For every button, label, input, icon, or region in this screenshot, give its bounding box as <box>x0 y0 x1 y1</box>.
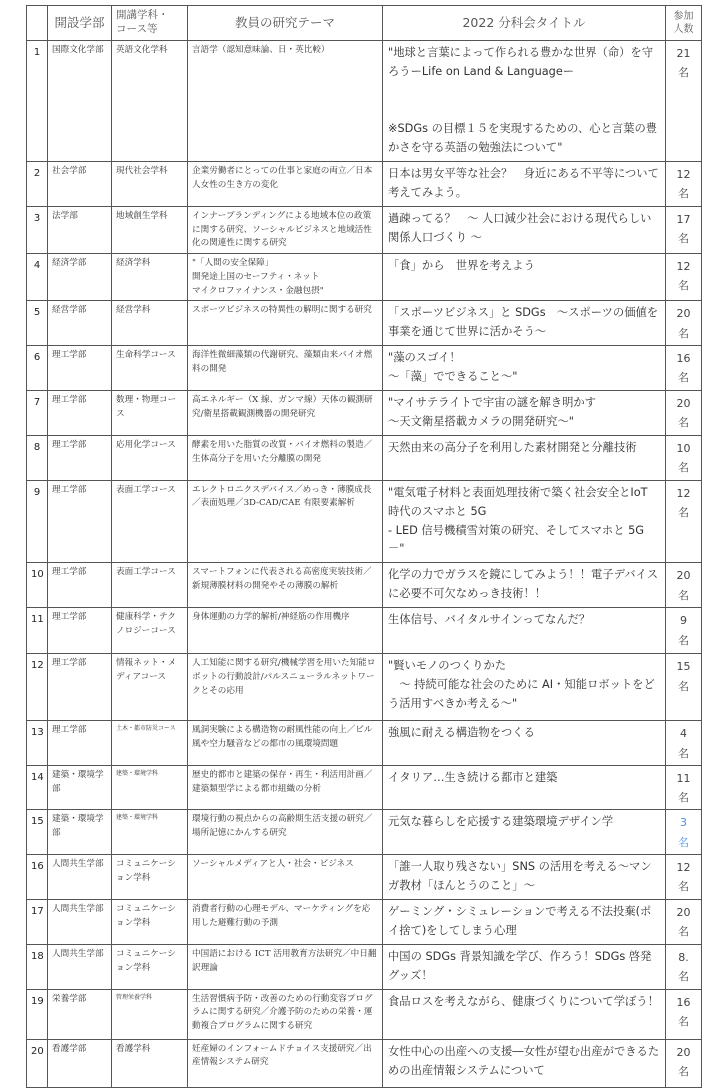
table-row <box>27 206 702 253</box>
participant-count-cell: 20 名 <box>666 899 702 944</box>
row-number: 8 <box>27 436 48 481</box>
participant-count-cell: 16 名 <box>666 346 702 391</box>
department-cell: 土木・都市防災コース <box>112 721 188 766</box>
faculty-cell: 栄養学部 <box>48 989 112 1039</box>
faculty-cell: 社会学部 <box>48 161 112 206</box>
session-title-cell: "賢いモノのつくりかた ～ 持続可能な社会のために AI・知能ロボットをどう活用すべきか考える～" <box>383 654 666 721</box>
table-row <box>27 899 702 944</box>
row-number: 5 <box>27 301 48 346</box>
research-theme-cell: "「人間の安全保障」 開発途上国のセーフティ・ネット マイクロファイナンス・金融包摂" <box>188 254 383 301</box>
row-number: 3 <box>27 206 48 253</box>
research-theme-cell: 身体運動の力学的解析/神経筋の作用機序 <box>188 608 383 654</box>
faculty-cell: 理工学部 <box>48 391 112 436</box>
session-title-cell: 「スポーツビジネス」と SDGs ～スポーツの価値を事業を通じて世界に活かそう～ <box>383 301 666 346</box>
table-row <box>27 346 702 391</box>
research-theme-cell: 消費者行動の心理モデル、マーケティングを応用した避難行動の予測 <box>188 899 383 944</box>
table-row <box>27 765 702 810</box>
research-theme-cell: 海洋性微細藻類の代謝研究、藻類由来バイオ燃料の開発 <box>188 346 383 391</box>
participant-count-cell: 17 名 <box>666 206 702 253</box>
department-cell: 生命科学コース <box>112 346 188 391</box>
department-cell: 応用化学コース <box>112 436 188 481</box>
research-theme-cell: 高エネルギー（X 線、ガンマ線）天体の観測研究/衛星搭載観測機器の開発研究 <box>188 391 383 436</box>
research-theme-cell: 酵素を用いた脂質の改質・バイオ燃料の製造／生体高分子を用いた分離膜の開発 <box>188 436 383 481</box>
research-theme-cell: スマートフォンに代表される高密度実装技術／新規薄膜材料の開発やその薄膜の解析 <box>188 563 383 608</box>
research-theme-cell: 企業労働者にとっての仕事と家庭の両立／日本人女性の生き方の変化 <box>188 161 383 206</box>
session-title-cell: 化学の力でガラスを鏡にしてみよう！！電子デバイスに必要不可欠なめっき技術！！ <box>383 563 666 608</box>
table-row <box>27 41 702 162</box>
faculty-cell: 理工学部 <box>48 608 112 654</box>
participant-count-cell: 16 名 <box>666 989 702 1039</box>
table-row <box>27 810 702 855</box>
department-cell: 看護学科 <box>112 1039 188 1087</box>
research-theme-cell: 生活習慣病予防・改善のための行動変容プログラムに関する研究／介護予防のための栄養・運動複合プログラムに関する研究 <box>188 989 383 1039</box>
session-title-cell: 「食」から 世界を考えよう <box>383 254 666 301</box>
participant-count-cell: 10 名 <box>666 436 702 481</box>
participant-count-cell: 20 名 <box>666 563 702 608</box>
department-cell: コミュニケーション学科 <box>112 899 188 944</box>
faculty-cell: 理工学部 <box>48 346 112 391</box>
faculty-cell: 理工学部 <box>48 721 112 766</box>
row-number: 16 <box>27 854 48 899</box>
research-theme-sheet <box>26 5 701 1088</box>
department-cell: 地域創生学科 <box>112 206 188 253</box>
row-number: 13 <box>27 721 48 766</box>
faculty-cell: 理工学部 <box>48 654 112 721</box>
table-row <box>27 654 702 721</box>
department-cell: 表面工学コース <box>112 480 188 563</box>
department-cell: 健康科学・テクノロジーコース <box>112 608 188 654</box>
research-theme-cell: 言語学（認知意味論、日・英比較） <box>188 41 383 162</box>
session-title-cell: 日本は男女平等な社会？ 身近にある不平等について考えてみよう。 <box>383 161 666 206</box>
session-title-cell: 過疎ってる？ ～ 人口減少社会における現代らしい関係人口づくり ～ <box>383 206 666 253</box>
participant-count-cell: 12 名 <box>666 854 702 899</box>
participant-count-cell: 20 名 <box>666 1039 702 1087</box>
table-row <box>27 436 702 481</box>
row-number: 15 <box>27 810 48 855</box>
header-faculty: 開設学部 <box>48 6 112 41</box>
faculty-cell: 看護学部 <box>48 1039 112 1087</box>
department-cell: 英語文化学科 <box>112 41 188 162</box>
session-title-cell: "マイサテライトで宇宙の謎を解き明かす ～天文衛星搭載カメラの開発研究～" <box>383 391 666 436</box>
faculty-cell: 建築・環境学部 <box>48 810 112 855</box>
participant-count-cell: 9 名 <box>666 608 702 654</box>
participant-count-cell: 11 名 <box>666 765 702 810</box>
table-row <box>27 721 702 766</box>
faculty-cell: 人間共生学部 <box>48 944 112 989</box>
table-row <box>27 854 702 899</box>
participant-count-cell: 20 名 <box>666 391 702 436</box>
header-department: 開講学科・ コース等 <box>112 6 188 41</box>
participant-count-cell: 8. 名 <box>666 944 702 989</box>
row-number: 11 <box>27 608 48 654</box>
participant-count-cell: 21 名 <box>666 41 702 162</box>
faculty-cell: 経営学部 <box>48 301 112 346</box>
participant-count-cell: 4 名 <box>666 721 702 766</box>
table-row <box>27 480 702 563</box>
research-theme-cell: エレクトロニクスデバイス／めっき・薄膜成長／表面処理／3D-CAD/CAE 有限要素解析 <box>188 480 383 563</box>
row-number: 4 <box>27 254 48 301</box>
session-title-cell: 強風に耐える構造物をつくる <box>383 721 666 766</box>
table-row <box>27 254 702 301</box>
research-theme-cell: 風洞実験による構造物の耐風性能の向上／ビル風や空力騒音などの都市の風環境問題 <box>188 721 383 766</box>
row-number: 17 <box>27 899 48 944</box>
faculty-cell: 経済学部 <box>48 254 112 301</box>
department-cell: コミュニケーション学科 <box>112 944 188 989</box>
session-title-cell: "地球と言葉によって作られる豊かな世界（命）を守ろうーLife on Land & Languageー ※SDGs の目標１５を実現するための、心と言葉の豊かさを守る英語の勉強法について" <box>383 41 666 162</box>
row-number: 7 <box>27 391 48 436</box>
session-title-cell: 中国の SDGs 背景知識を学び、作ろう！SDGs 啓発グッズ！ <box>383 944 666 989</box>
session-title-cell: 食品ロスを考えながら、健康づくりについて学ぼう！ <box>383 989 666 1039</box>
row-number: 9 <box>27 480 48 563</box>
faculty-cell: 理工学部 <box>48 480 112 563</box>
participant-count-cell: 12 名 <box>666 161 702 206</box>
row-number: 14 <box>27 765 48 810</box>
faculty-cell: 理工学部 <box>48 563 112 608</box>
research-theme-cell: 中国語における ICT 活用教育方法研究／中日翻訳理論 <box>188 944 383 989</box>
department-cell: 建築・環境学科 <box>112 765 188 810</box>
faculty-cell: 法学部 <box>48 206 112 253</box>
header-no <box>27 6 48 41</box>
table-row <box>27 563 702 608</box>
session-title-cell: 天然由来の高分子を利用した素材開発と分離技術 <box>383 436 666 481</box>
research-theme-cell: 妊産婦のインフォームドチョイス支援研究／出産情報システム研究 <box>188 1039 383 1087</box>
department-cell: 現代社会学科 <box>112 161 188 206</box>
table-row <box>27 301 702 346</box>
participant-count-cell: 12 名 <box>666 254 702 301</box>
participant-count-cell: 3 名 <box>666 810 702 855</box>
session-title-cell: イタリア…生き続ける都市と建築 <box>383 765 666 810</box>
table-row <box>27 391 702 436</box>
row-number: 6 <box>27 346 48 391</box>
session-title-cell: 元気な暮らしを応援する建築環境デザイン学 <box>383 810 666 855</box>
department-cell: 管理栄養学科 <box>112 989 188 1039</box>
session-title-cell: "藻のスゴイ！ ～「藻」でできること～" <box>383 346 666 391</box>
row-number: 10 <box>27 563 48 608</box>
table-row <box>27 608 702 654</box>
table-row <box>27 161 702 206</box>
table-body <box>27 41 702 1088</box>
participant-count-cell: 15 名 <box>666 654 702 721</box>
faculty-cell: 人間共生学部 <box>48 854 112 899</box>
row-number: 18 <box>27 944 48 989</box>
research-theme-cell: 歴史的都市と建築の保存・再生・利活用計画／建築類型学による都市組織の分析 <box>188 765 383 810</box>
session-title-cell: ゲーミング・シミュレーションで考える不法投棄(ポイ捨て)をしてしまう心理 <box>383 899 666 944</box>
row-number: 2 <box>27 161 48 206</box>
research-theme-cell: 人工知能に関する研究/機械学習を用いた知能ロボットの行動設計/パルスニューラルネットワークとその応用 <box>188 654 383 721</box>
research-theme-cell: ソーシャルメディアと人・社会・ビジネス <box>188 854 383 899</box>
faculty-cell: 国際文化学部 <box>48 41 112 162</box>
table-row <box>27 1039 702 1087</box>
faculty-cell: 建築・環境学部 <box>48 765 112 810</box>
department-cell: 経済学科 <box>112 254 188 301</box>
row-number: 20 <box>27 1039 48 1087</box>
research-theme-cell: 環境行動の視点からの高齢期生活支援の研究／場所記憶にかんする研究 <box>188 810 383 855</box>
research-theme-cell: インナーブランディングによる地域本位の政策に関する研究、ソーシャルビジネスと地域活性化の関連性に関する研究 <box>188 206 383 253</box>
department-cell: コミュニケーション学科 <box>112 854 188 899</box>
header-theme: 教員の研究テーマ <box>188 6 383 41</box>
table-header-row <box>27 6 702 41</box>
participant-count-cell: 12 名 <box>666 480 702 563</box>
department-cell: 表面工学コース <box>112 563 188 608</box>
row-number: 19 <box>27 989 48 1039</box>
department-cell: 情報ネット・メディアコース <box>112 654 188 721</box>
session-title-cell: 女性中心の出産への支援―女性が望む出産ができるための出産情報システムについて <box>383 1039 666 1087</box>
session-title-cell: 「誰一人取り残さない」SNS の活用を考える～マンガ教材「ほんとうのこと」～ <box>383 854 666 899</box>
participant-count-cell: 20 名 <box>666 301 702 346</box>
row-number: 12 <box>27 654 48 721</box>
header-count: 参加 人数 <box>666 6 702 41</box>
research-theme-cell: スポーツビジネスの特異性の解明に関する研究 <box>188 301 383 346</box>
faculty-cell: 人間共生学部 <box>48 899 112 944</box>
table-row <box>27 944 702 989</box>
department-cell: 建築・環境学科 <box>112 810 188 855</box>
session-table <box>26 5 702 1088</box>
department-cell: 経営学科 <box>112 301 188 346</box>
session-title-cell: "電気電子材料と表面処理技術で築く社会安全とIoT 時代のスマホと 5G - LED 信号機積雪対策の研究、そしてスマホと 5G－" <box>383 480 666 563</box>
department-cell: 数理・物理コース <box>112 391 188 436</box>
faculty-cell: 理工学部 <box>48 436 112 481</box>
session-title-cell: 生体信号、バイタルサインってなんだ？ <box>383 608 666 654</box>
header-title: 2022 分科会タイトル <box>383 6 666 41</box>
table-row <box>27 989 702 1039</box>
row-number: 1 <box>27 41 48 162</box>
